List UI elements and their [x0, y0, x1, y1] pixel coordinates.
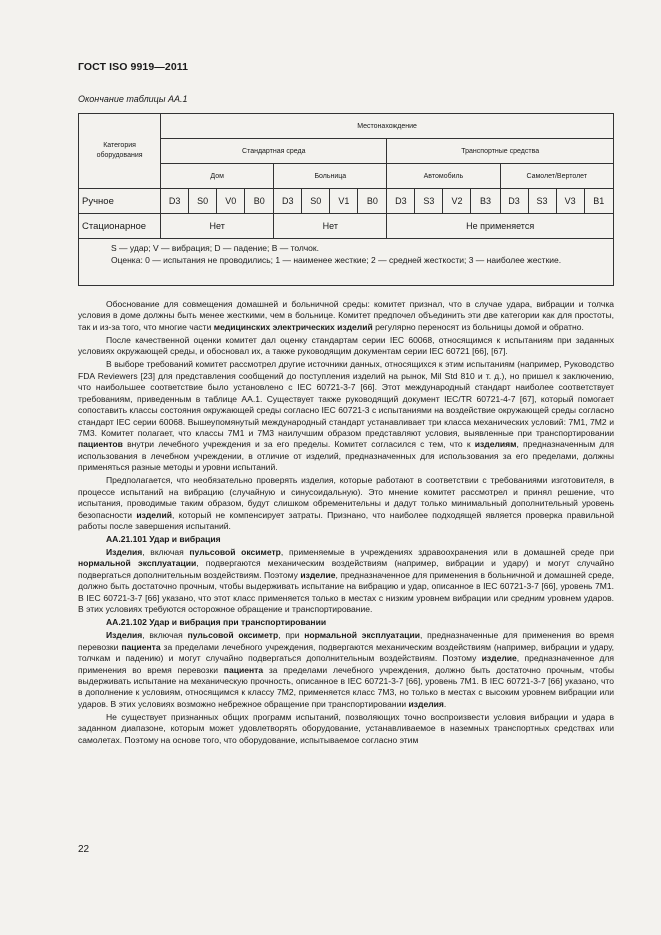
table-cell: D3	[274, 189, 302, 214]
table-caption: Окончание таблицы АА.1	[78, 94, 188, 104]
table-cell: V3	[556, 189, 584, 214]
paragraph: После качественной оценки комитет дал оценку стандартам серии IEC 60068, относящимся к испытаниям при заданных условиях окружающей среды, и обосновал их, а также руководящим документам серии IEC 60721 [66], [67].	[78, 334, 614, 357]
row-label: Ручное	[79, 189, 161, 214]
table-cell: V2	[443, 189, 471, 214]
group-transport: Транспортные средства	[387, 139, 614, 164]
row-label: Стационарное	[79, 214, 161, 239]
table-cell: D3	[387, 189, 415, 214]
subgroup-car: Автомобиль	[387, 164, 500, 189]
table-cell: S0	[302, 189, 330, 214]
table-cell: Не применяется	[387, 214, 614, 239]
table-cell: B1	[584, 189, 613, 214]
section-heading: АА.21.101 Удар и вибрация	[106, 534, 221, 545]
section-heading: АА.21.102 Удар и вибрация при транспортировании	[106, 617, 327, 628]
paragraph: Изделия, включая пульсовой оксиметр, при нормальной эксплуатации, предназначенные для применения во время перевозки пациента за пределами лечебного учреждения, подвергаются механическим воздействиям (например, вибрации и удару, толчкам и падению) и могут случайно подвергаться дополнительным воздействиям. Поэтому изделие, предназначенное для применения во время перевозки пациента за пределами лечебного учреждения, должно быть достаточно прочным, чтобы выдерживать испытание на механическую прочность, описанное в IEC 60721-3-7 [66], уровень 7M1. В IEC 60721-3-7 [66] указано, что в дополнение к условиям, относящимся к классу 7M2, применяется класс 7M3, но только в местах с высоким уровнем вибрации или ударов. В этих условиях возможно небрежное обращение при транспортировании изделия.	[78, 630, 615, 709]
table-cell: B0	[358, 189, 387, 214]
group-standard: Стандартная среда	[161, 139, 387, 164]
subgroup-hospital: Больница	[274, 164, 387, 189]
table-cell: V0	[217, 189, 245, 214]
subgroup-aircraft: Самолет/Вертолет	[500, 164, 614, 189]
paragraph: Изделия, включая пульсовой оксиметр, применяемые в учреждениях здравоохранения или в домашней среде при нормальной эксплуатации, подвергаются механическим воздействиям (например, вибрации и удару) и могут случайно подвергаться дополнительным воздействиям. Поэтому изделие, предназначенное для применения в больничной и домашней среде, должно быть достаточно прочным, чтобы выдерживать испытание на вибрацию и удар, описанное в IEC 60721-3-7 [66], уровень 7M1. В IEC 60721-3-7 [66] указано, что этот класс применяется только в местах с низким уровнем вибрации или средним уровнем ударов. В этих условиях требуются осторожное обращение и транспортирование.	[78, 547, 614, 615]
page-number: 22	[78, 844, 90, 855]
table-cell: D3	[500, 189, 528, 214]
table-cell: B3	[471, 189, 500, 214]
paragraph: Обоснование для совмещения домашней и больничной среды: комитет признал, что в случае удара, вибрации и толчка условия в доме должны быть менее жесткими, чем в больнице. Комитет предпочел объединить эти две категории как для простоты, так и из-за того, что многие части медицинских электрических изделий регулярно переносят из больницы домой и обратно.	[78, 299, 614, 332]
body-text	[78, 299, 614, 748]
table-cell: Нет	[161, 214, 274, 239]
note-legend: S — удар; V — вибрация; D — падение; B — толчок.	[111, 243, 319, 253]
category-header: Категория оборудования	[79, 114, 161, 189]
table-cell: B0	[245, 189, 274, 214]
note-rating: Оценка: 0 — испытания не проводились; 1 — наименее жесткие; 2 — средней жесткости; 3 — наиболее жесткие.	[111, 254, 562, 265]
document-header: ГОСТ ISO 9919—2011	[78, 61, 189, 73]
paragraph: В выборе требований комитет рассмотрел другие источники данных, относящихся к этим испытаниям (например, Руководство FDA Reviewers [23] для представления сообщений до поступления изделий на рынок, Mil Std 810 и т. д.), но пришел к заключению, что наибольшее соответствие было установлено с IEC 60721-3-7 [66]. Этот международный стандарт наиболее соответствует требованиям, приведенным в таблице АА.1. Существует также руководящий документ IEC/TR 60721-4-7 [67], который помогает сопоставить классы состояния окружающей среды согласно IEC 60721-3 с испытаниями на воздействие окружающей среды согласно стандарт IEC серии 60068. Вышеупомянутый международный стандарт устанавливает три класса механических условий: 7M1, 7M2 и 7M3. Комитет полагает, что классы 7M1 и 7M3 наилучшим образом представляют условия, выявленные при транспортировании пациентов внутри лечебного учреждения и за его пределы. Комитет согласился с тем, что к изделиям, предназначенным для использования в лечебном учреждении, в отличие от изделий, предназначенных для использования за его пределами, должны применяться разные методы и уровни испытаний.	[78, 359, 614, 473]
table-cell: S3	[415, 189, 443, 214]
paragraph: Предполагается, что необязательно проверять изделия, которые работают в соответствии с требованиями изготовителя, в процессе испытаний на вибрацию (случайную и синусоидальную). Это мнение комитет рассмотрел и принял решение, что испытания, проводимые таким образом, будут слишком обременительны и дадут только минимальный дополнительный уровень безопасности изделий, который не компенсирует затраты. Признано, что наиболее подходящей является проверка правильной работы после завершения испытаний.	[78, 475, 615, 532]
table-cell: D3	[161, 189, 189, 214]
table-cell: Нет	[274, 214, 387, 239]
table-cell: S3	[528, 189, 556, 214]
paragraph: Не существует признанных общих программ испытаний, позволяющих точно воспроизвести условия вибрации и удара в заданном диапазоне, которым может удовлетворять оборудование, устанавливаемое в наземных транспортных средствах или самолетах. Поэтому на основе того, что оборудование, испытываемое согласно этим	[78, 711, 614, 745]
table-cell: S0	[189, 189, 217, 214]
table-row-stationary	[79, 214, 614, 239]
equipment-table	[78, 113, 614, 286]
table-row-handheld	[79, 189, 614, 214]
table-cell: V1	[330, 189, 358, 214]
subgroup-home: Дом	[161, 164, 274, 189]
table-notes	[79, 239, 614, 286]
location-header: Местонахождение	[161, 114, 614, 139]
